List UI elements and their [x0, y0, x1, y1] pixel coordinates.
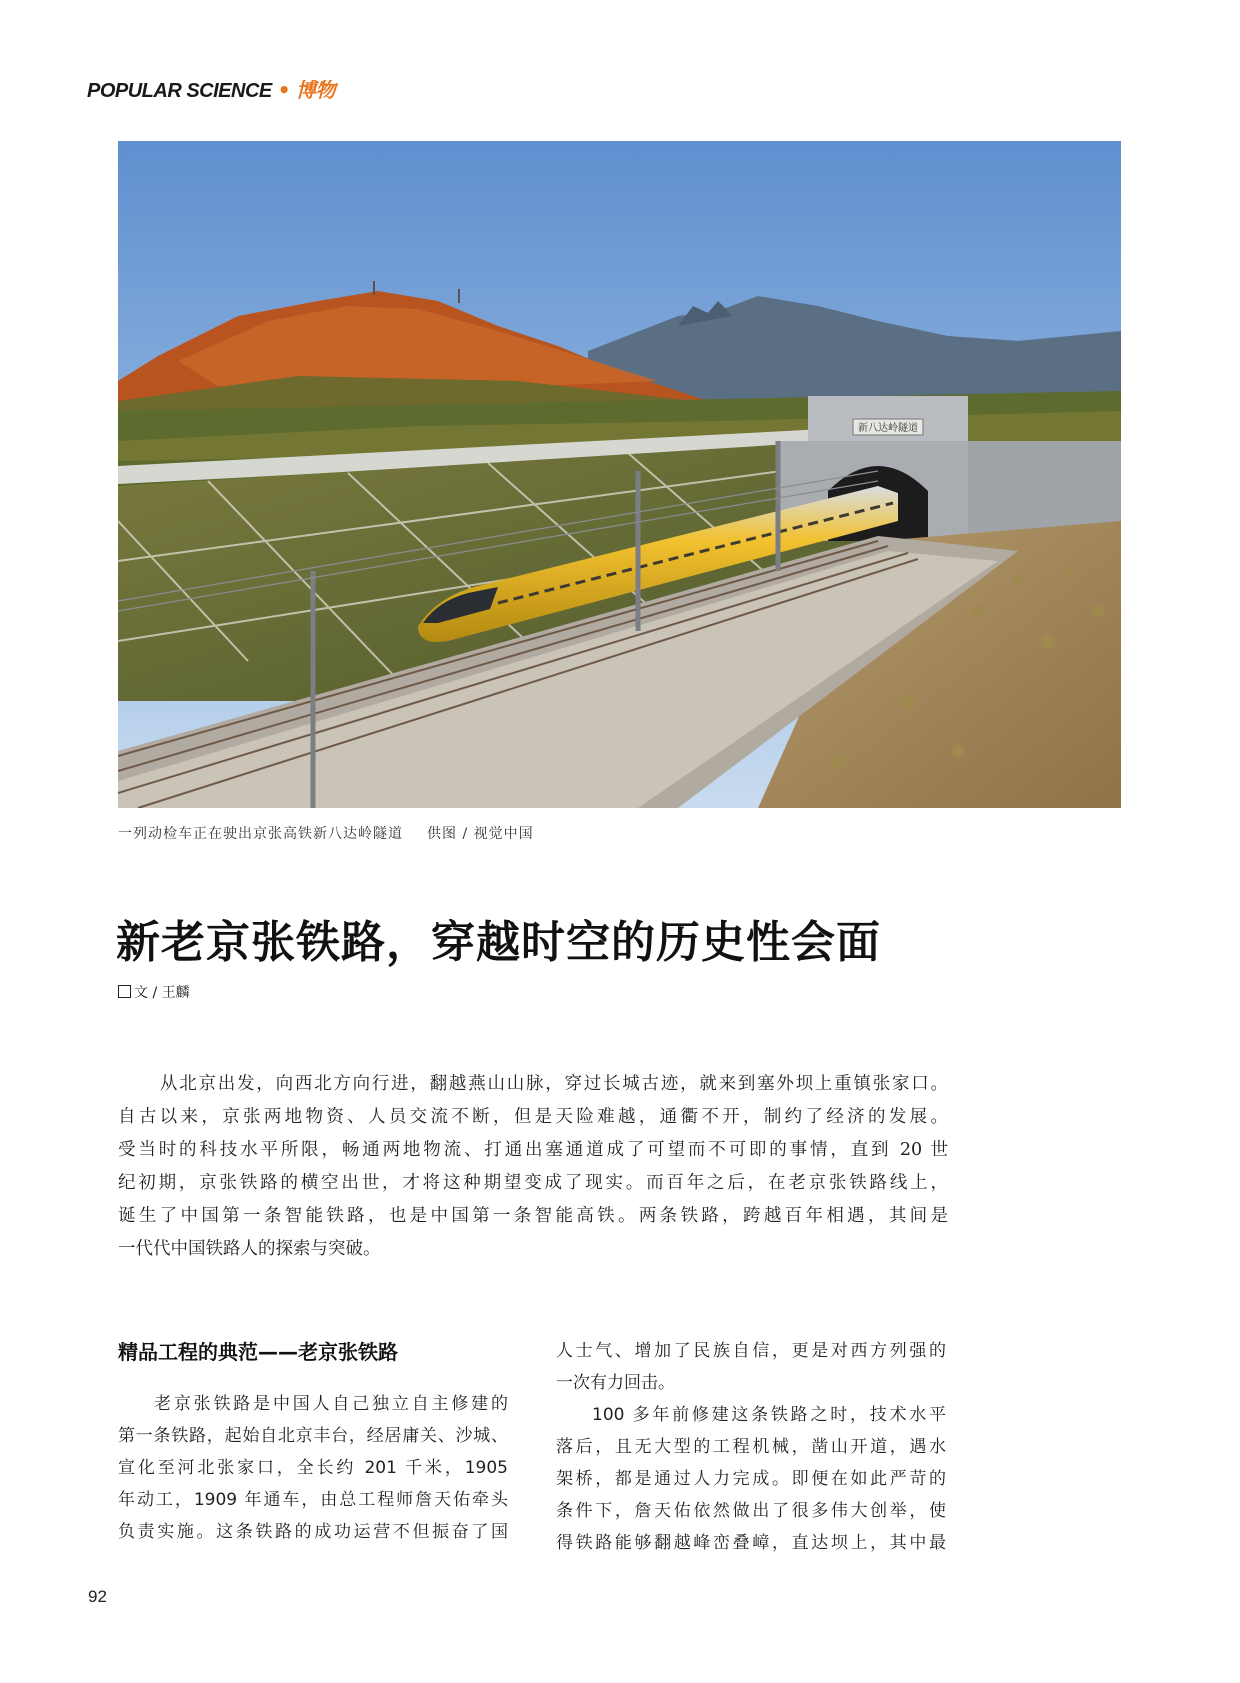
- body-line: 落后，且无大型的工程机械，凿山开道，遇水: [556, 1437, 946, 1457]
- body-line: 得铁路能够翻越峰峦叠嶂，直达坝上，其中最: [556, 1533, 946, 1553]
- page-number: 92: [88, 1587, 107, 1606]
- lead-line: 纪初期，京张铁路的横空出世，才将这种期望变成了现实。而百年之后，在老京张铁路线上，: [118, 1173, 948, 1193]
- body-line: 条件下，詹天佑依然做出了很多伟大创举，使: [556, 1501, 946, 1521]
- body-line: 人士气、增加了民族自信，更是对西方列强的: [556, 1341, 946, 1361]
- byline-box-icon: [118, 985, 131, 998]
- hero-photo: [118, 141, 1121, 808]
- header-dot: •: [277, 78, 291, 102]
- body-line: 100 多年前修建这条铁路之时，技术水平: [592, 1405, 946, 1425]
- lead-line: 诞生了中国第一条智能铁路，也是中国第一条智能高铁。两条铁路，跨越百年相遇，其间是: [118, 1206, 948, 1226]
- header-section-cn: 博物: [296, 78, 336, 102]
- magazine-header: [87, 74, 335, 103]
- tunnel-sign-text: 新八达岭隧道: [858, 423, 918, 434]
- right-column: [556, 1335, 946, 1559]
- body-line: 年动工，1909 年通车，由总工程师詹天佑牵头: [118, 1490, 508, 1510]
- body-line: 架桥，都是通过人力完成。即便在如此严苛的: [556, 1469, 946, 1489]
- byline-text: 文 / 王麟: [134, 985, 190, 1001]
- lead-line: 一代代中国铁路人的探索与突破。: [118, 1239, 381, 1259]
- photo-caption: [118, 823, 534, 843]
- left-column: [118, 1336, 508, 1548]
- section-heading: 精品工程的典范——老京张铁路: [118, 1340, 398, 1364]
- header-section-en: POPULAR SCIENCE: [87, 80, 272, 102]
- lead-line: 受当时的科技水平所限，畅通两地物流、打通出塞通道成了可望而不可即的事情，直到 20 世: [118, 1140, 948, 1160]
- body-line: 负责实施。这条铁路的成功运营不但振奋了国: [118, 1522, 508, 1542]
- caption-text: 一列动检车正在驶出京张高铁新八达岭隧道: [118, 826, 403, 842]
- body-line: 一次有力回击。: [556, 1373, 675, 1393]
- lead-line: 自古以来，京张两地物资、人员交流不断，但是天险难越，通衢不开，制约了经济的发展。: [118, 1107, 948, 1127]
- byline: [118, 982, 190, 1002]
- body-line: 老京张铁路是中国人自己独立自主修建的: [154, 1394, 508, 1414]
- lead-line: 从北京出发，向西北方向行进，翻越燕山山脉，穿过长城古迹，就来到塞外坝上重镇张家口。: [160, 1074, 948, 1094]
- body-line: 第一条铁路，起始自北京丰台，经居庸关、沙城、: [118, 1426, 508, 1446]
- caption-credit: 供图 / 视觉中国: [427, 826, 534, 842]
- body-line: 宣化至河北张家口，全长约 201 千米，1905: [118, 1458, 508, 1478]
- lead-paragraph: [118, 1068, 948, 1266]
- train-tunnel-illustration: [118, 141, 1121, 808]
- article-title: 新老京张铁路，穿越时空的历史性会面: [116, 917, 881, 968]
